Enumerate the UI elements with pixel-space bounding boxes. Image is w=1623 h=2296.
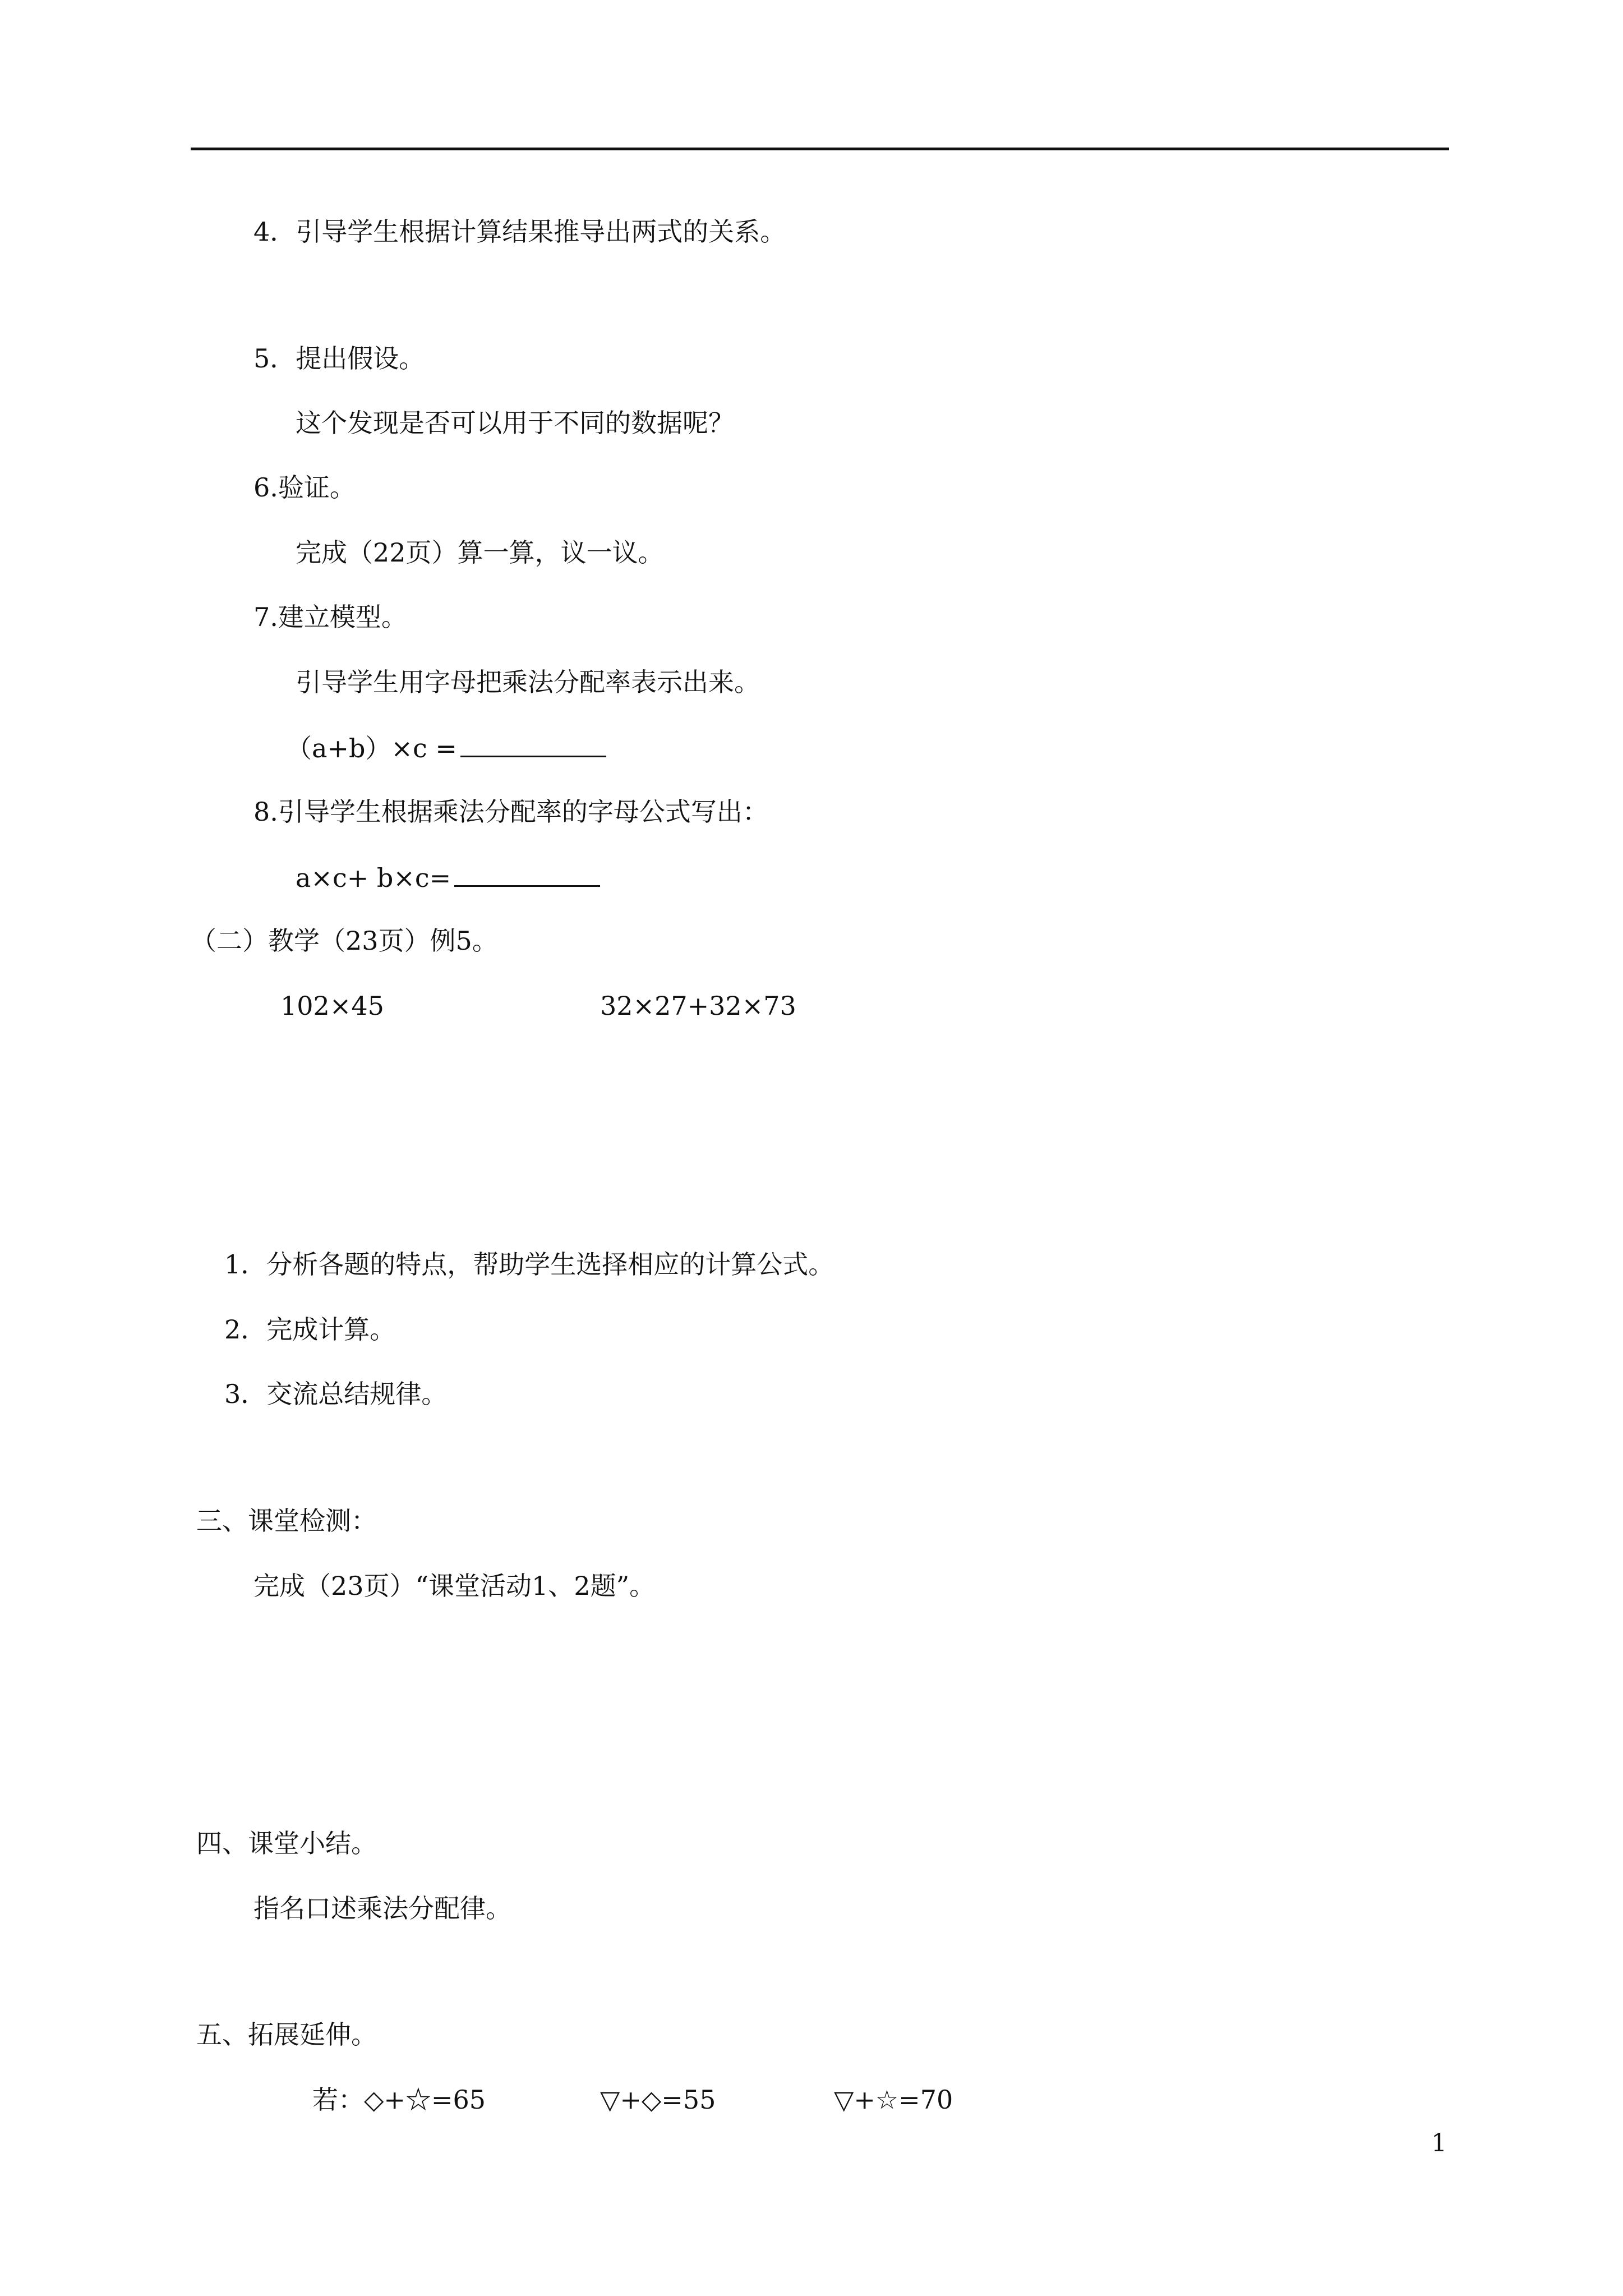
expression: 32×27+32×73 bbox=[600, 991, 796, 1021]
section-heading: 三、课堂检测： bbox=[196, 1506, 377, 1536]
text-line: 8.引导学生根据乘法分配率的字母公式写出： bbox=[253, 797, 768, 827]
section-heading: 五、拓展延伸。 bbox=[196, 2019, 377, 2050]
expression: ▽+☆=70 bbox=[834, 2085, 953, 2115]
text-line: 3．交流总结规律。 bbox=[224, 1379, 448, 1409]
formula-line bbox=[296, 859, 600, 895]
text-line: 1．分析各题的特点，帮助学生选择相应的计算公式。 bbox=[224, 1249, 834, 1280]
expression: 102×45 bbox=[280, 991, 384, 1021]
answer-blank bbox=[454, 859, 600, 887]
header-rule bbox=[191, 148, 1449, 150]
formula-text: （a+b）×c = bbox=[286, 733, 457, 763]
formula-line bbox=[286, 730, 606, 765]
text-line: 6.验证。 bbox=[253, 472, 356, 503]
text-line: 2．完成计算。 bbox=[224, 1314, 396, 1345]
text-line: 指名口述乘法分配律。 bbox=[253, 1893, 511, 1924]
section-heading: 四、课堂小结。 bbox=[196, 1828, 377, 1858]
formula-text: a×c+ b×c= bbox=[296, 863, 451, 893]
text-line: 5．提出假设。 bbox=[253, 343, 425, 374]
page-number: 1 bbox=[1431, 2129, 1447, 2157]
answer-blank bbox=[460, 730, 606, 757]
text-line: 完成（22页）算一算，议一议。 bbox=[296, 537, 664, 568]
text-line: 这个发现是否可以用于不同的数据呢？ bbox=[296, 408, 734, 438]
text-line: 完成（23页）“课堂活动1、2题”。 bbox=[253, 1571, 656, 1601]
text-line: 引导学生用字母把乘法分配率表示出来。 bbox=[296, 667, 760, 697]
expression: 若：◇+☆=65 bbox=[312, 2085, 486, 2115]
text-line: 4．引导学生根据计算结果推导出两式的关系。 bbox=[253, 217, 786, 247]
expression: ▽+◇=55 bbox=[600, 2085, 716, 2115]
text-line: 7.建立模型。 bbox=[253, 602, 407, 632]
section-heading: （二）教学（23页）例5。 bbox=[191, 926, 498, 956]
